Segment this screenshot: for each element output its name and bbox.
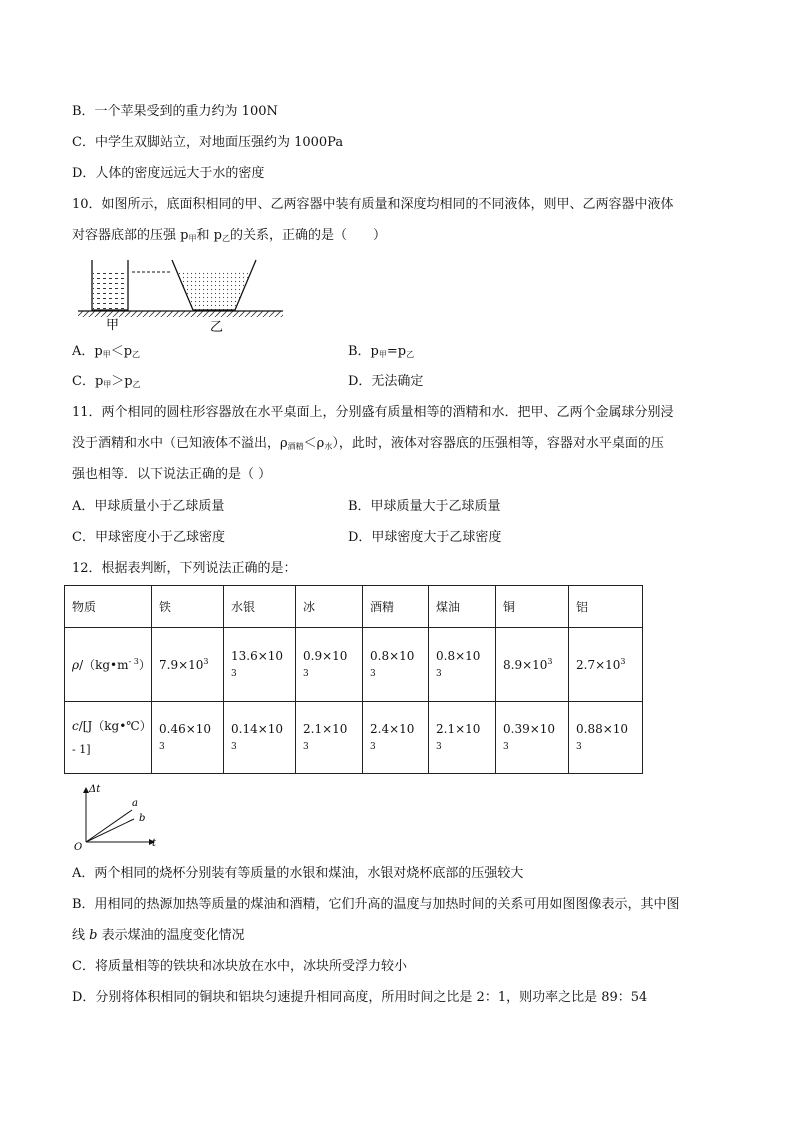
- q10-containers-figure: [78, 256, 288, 334]
- table-header-cell: 铜: [496, 586, 569, 628]
- density-cell: 0.9×10 3: [296, 628, 363, 702]
- table-header-cell: 煤油: [429, 586, 496, 628]
- q12-data-table: [64, 585, 643, 774]
- origin-label: O: [74, 842, 83, 853]
- table-header-cell: 铁: [152, 586, 224, 628]
- q12-temperature-graph: [70, 782, 170, 854]
- table-row-specific-heat: [65, 702, 643, 774]
- density-cell: 13.6×10 3: [224, 628, 296, 702]
- q12-option-b-line1: B．用相同的热源加热等质量的煤油和酒精，它们升高的温度与加热时间的关系可用如图图像表示，其中图: [72, 897, 680, 912]
- q11-option-b: B．甲球质量大于乙球质量: [348, 499, 501, 514]
- q9-option-c: C．中学生双脚站立，对地面压强约为 1000Pa: [72, 135, 344, 150]
- line-b-label: b: [139, 813, 146, 824]
- density-label-cell: $\rho/(kg•m^{- 3})$: [65, 628, 152, 702]
- line-b: [86, 819, 134, 842]
- specific-heat-cell: 0.46×10 3: [152, 702, 224, 774]
- q12-option-c: C．将质量相等的铁块和冰块放在水中，冰块所受浮力较小: [72, 959, 407, 974]
- q11-option-d: D．甲球密度大于乙球密度: [348, 530, 502, 545]
- q12-option-d: D．分别将体积相同的铜块和铝块匀速提升相同高度，所用时间之比是 2：1，则功率之比是 89：54: [72, 990, 648, 1005]
- table-header-cell: 物质: [65, 586, 152, 628]
- q11-stem-line1: 11．两个相同的圆柱形容器放在水平桌面上，分别盛有质量相等的酒精和水．把甲、乙两个金属球分别浸: [72, 405, 674, 420]
- label-jia: 甲: [106, 317, 120, 332]
- table-header-row: [65, 586, 643, 628]
- specific-heat-cell: 0.88×10 3: [569, 702, 643, 774]
- line-a-label: a: [132, 798, 138, 809]
- specific-heat-cell: 0.14×10 3: [224, 702, 296, 774]
- density-cell: $7.9\times 10^3$: [152, 628, 224, 702]
- specific-heat-cell: 0.39×10 3: [496, 702, 569, 774]
- q10-option-c: C．$p_甲>p_乙$: [72, 374, 141, 389]
- q12-stem: 12．根据表判断，下列说法正确的是：: [72, 561, 297, 576]
- line-a: [86, 810, 132, 842]
- specific-heat-cell: 2.4×10 3: [363, 702, 429, 774]
- q10-option-d: D．无法确定: [348, 374, 424, 389]
- table-header-cell: 酒精: [363, 586, 429, 628]
- q11-stem-line3: 强也相等．以下说法正确的是（ ）: [72, 467, 272, 482]
- table-header-cell: 水银: [224, 586, 296, 628]
- container-jia-liquid: [93, 272, 127, 310]
- q10-option-b: B．$p_甲=p_乙$: [348, 344, 415, 359]
- q12-option-b-line2: 线 b 表示煤油的温度变化情况: [72, 928, 245, 943]
- specific-heat-cell: 2.1×10 3: [296, 702, 363, 774]
- q11-option-c: C．甲球密度小于乙球密度: [72, 530, 225, 545]
- q11-option-a: A．甲球质量小于乙球质量: [72, 499, 225, 514]
- y-axis-label: Δt: [89, 784, 101, 795]
- specific-heat-cell: 2.1×10 3: [429, 702, 496, 774]
- q9-option-d: D．人体的密度远远大于水的密度: [72, 166, 265, 181]
- q10-stem-line2: 对容器底部的压强 $p_甲$和 $p_乙$的关系，正确的是（ ）: [72, 228, 386, 243]
- density-cell: 0.8×10 3: [363, 628, 429, 702]
- q10-stem-line1: 10．如图所示，底面积相同的甲、乙两容器中装有质量和深度均相同的不同液体，则甲、乙两容器中液体: [72, 197, 674, 212]
- density-cell: $8.9\times 10^3$: [496, 628, 569, 702]
- q9-option-b: B．一个苹果受到的重力约为 100N: [72, 104, 278, 119]
- x-axis-label: t: [152, 838, 157, 849]
- table-header-cell: 铝: [569, 586, 643, 628]
- q10-option-a: A．$p_甲<p_乙$: [72, 344, 141, 359]
- density-cell: $2.7\times 10^3$: [569, 628, 643, 702]
- q11-stem-line2: 没于酒精和水中（已知液体不溢出，$\rho_{酒精}<\rho_水$），此时，液体对容器底的压强相等，容器对水平桌面的压: [72, 436, 664, 451]
- q12-option-a: A．两个相同的烧杯分别装有等质量的水银和煤油，水银对烧杯底部的压强较大: [72, 866, 524, 881]
- specific-heat-label-cell: c/[J（kg•℃） - 1]: [65, 702, 152, 774]
- density-cell: 0.8×10 3: [429, 628, 496, 702]
- table-header-cell: 冰: [296, 586, 363, 628]
- label-yi: 乙: [210, 319, 224, 334]
- table-row-density: [65, 628, 643, 702]
- container-yi-liquid: [178, 272, 250, 310]
